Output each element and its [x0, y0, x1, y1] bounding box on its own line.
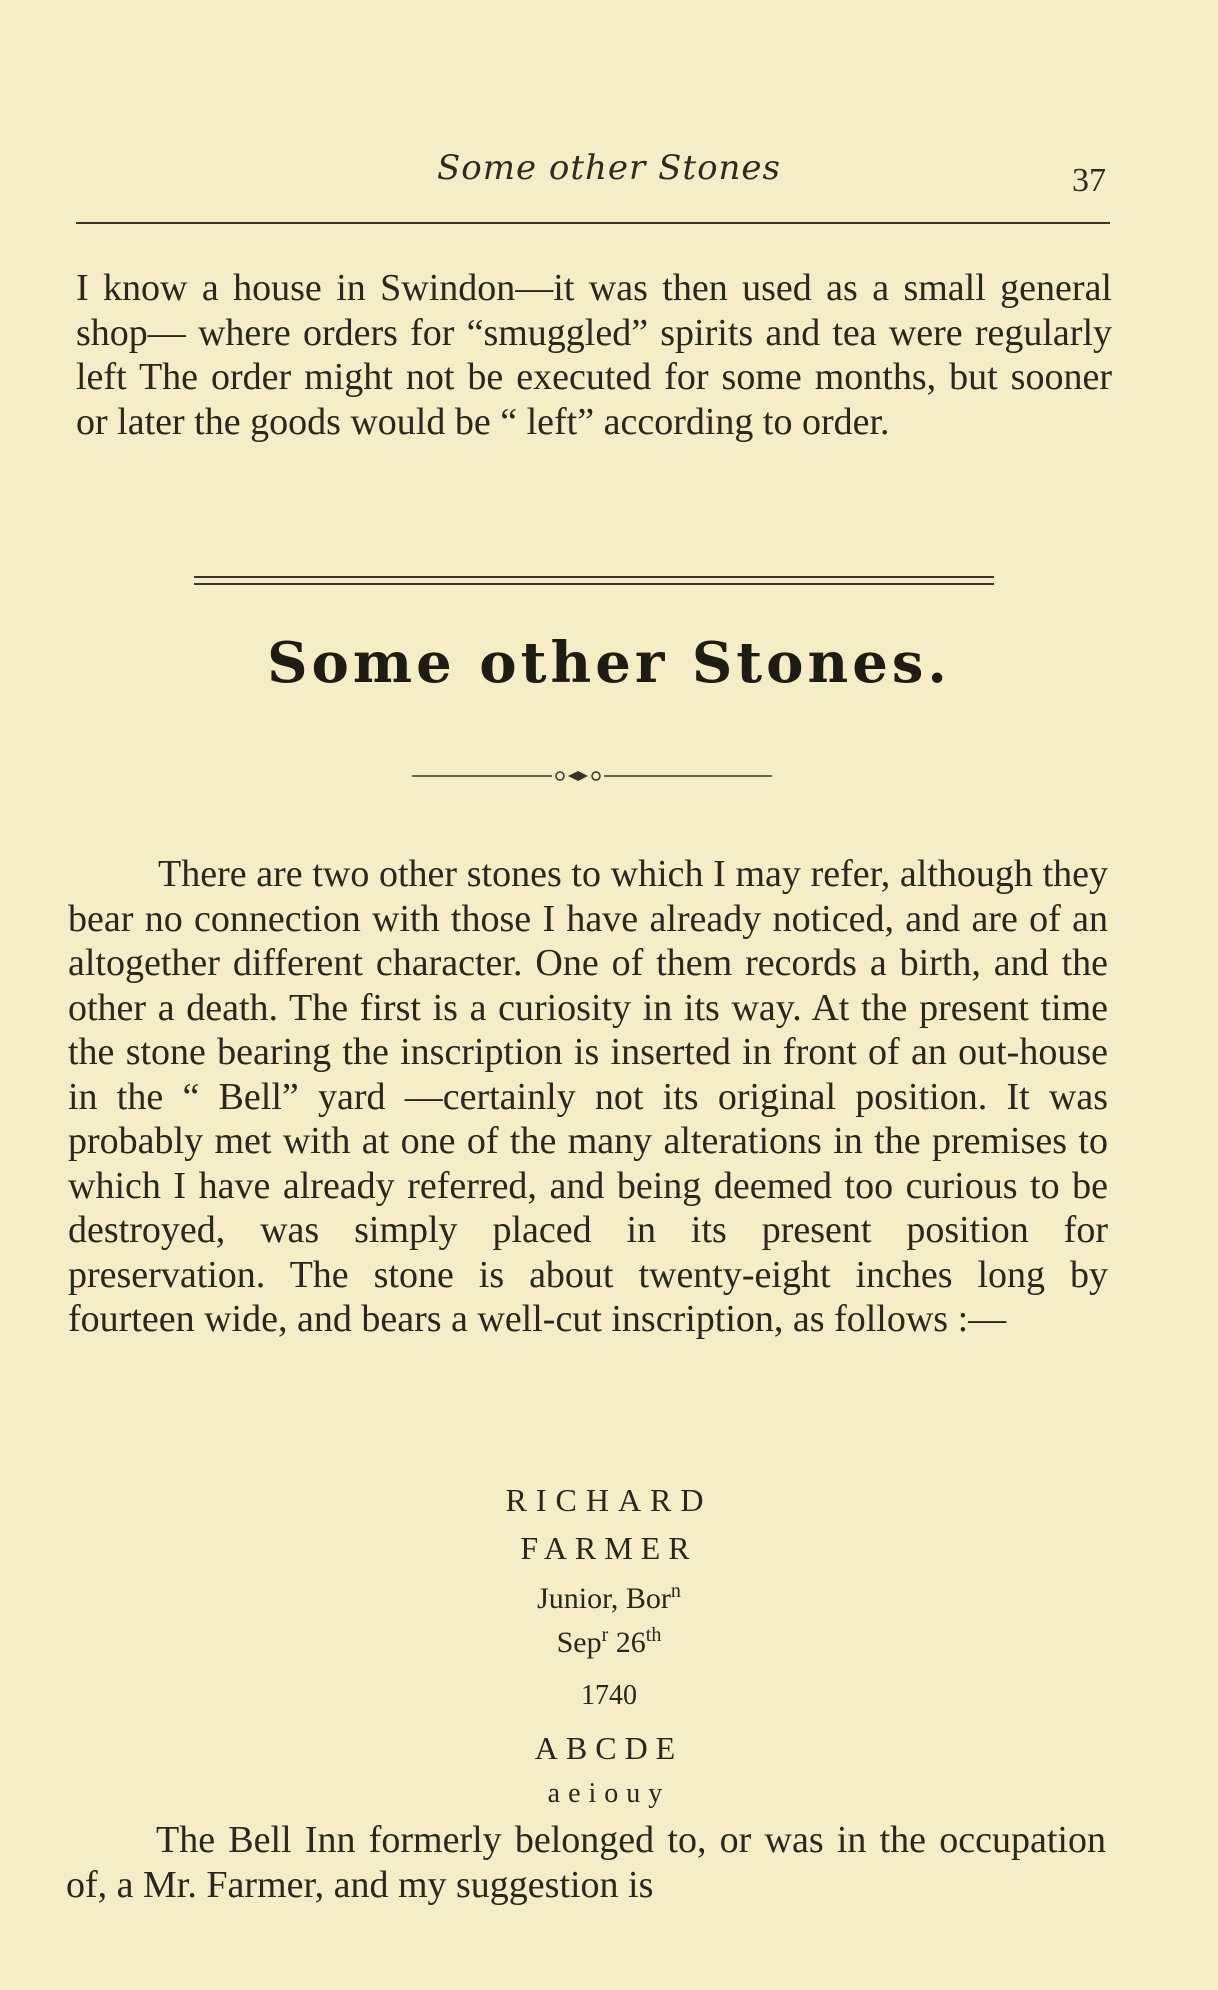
paragraph-bell-inn: The Bell Inn formerly belonged to, or was in the occupation of, a Mr. Farmer, and my suggestion is [66, 1819, 1106, 1906]
inscription-line-name: RICHARD [505, 1482, 713, 1518]
inscription-day: 26 [608, 1626, 646, 1659]
inscription-line-surname: FARMER [520, 1530, 698, 1566]
inscription-born-text: Junior, Bor [537, 1582, 671, 1615]
paragraph-smuggling: I know a house in Swindon—it was then used as a small general shop— where orders for “smuggled” spirits and tea were regularly left The order might not be executed for some months, but sooner or later the goods would be “ left” according to order. [76, 267, 1112, 443]
inscription-month: Sep [556, 1626, 602, 1659]
inscription-month-sup: r [601, 1624, 609, 1646]
running-title: Some other Stones [436, 148, 782, 188]
stone-inscription [0, 1482, 1218, 1818]
header-rule [76, 222, 1110, 224]
page-number: 37 [1072, 162, 1106, 199]
ornament-divider-icon [412, 768, 772, 784]
inscription-line-capitals: ABCDE [534, 1730, 684, 1766]
inscription-line-vowels: aeiouy [547, 1778, 671, 1809]
inscription-line-date [0, 1624, 1218, 1680]
section-title: Some other Stones. [267, 630, 951, 696]
inscription-line-born [0, 1580, 1218, 1624]
inscription-born-sup: n [670, 1580, 681, 1602]
inscription-line-year: 1740 [581, 1680, 637, 1711]
paragraph-two-stones: There are two other stones to which I may refer, although they bear no connection with those I have already noticed, and are of an altogether different character. One of them records a birth, and the other a death. The first is a curiosity in its way. At the present time the stone bearing the inscription is inserted in front of an out-house in the “ Bell” yard —certainly not its original position. It was probably met with at one of the many alterations in the premises to which I have already referred, and being deemed too curious to be destroyed, was simply placed in its present position for preservation. The stone is about twenty-eight inches long by fourteen wide, and bears a well-cut inscription, as follows :— [68, 853, 1108, 1340]
section-double-rule-top [194, 576, 994, 578]
inscription-day-sup: th [645, 1624, 662, 1646]
section-double-rule-bottom [194, 583, 994, 585]
